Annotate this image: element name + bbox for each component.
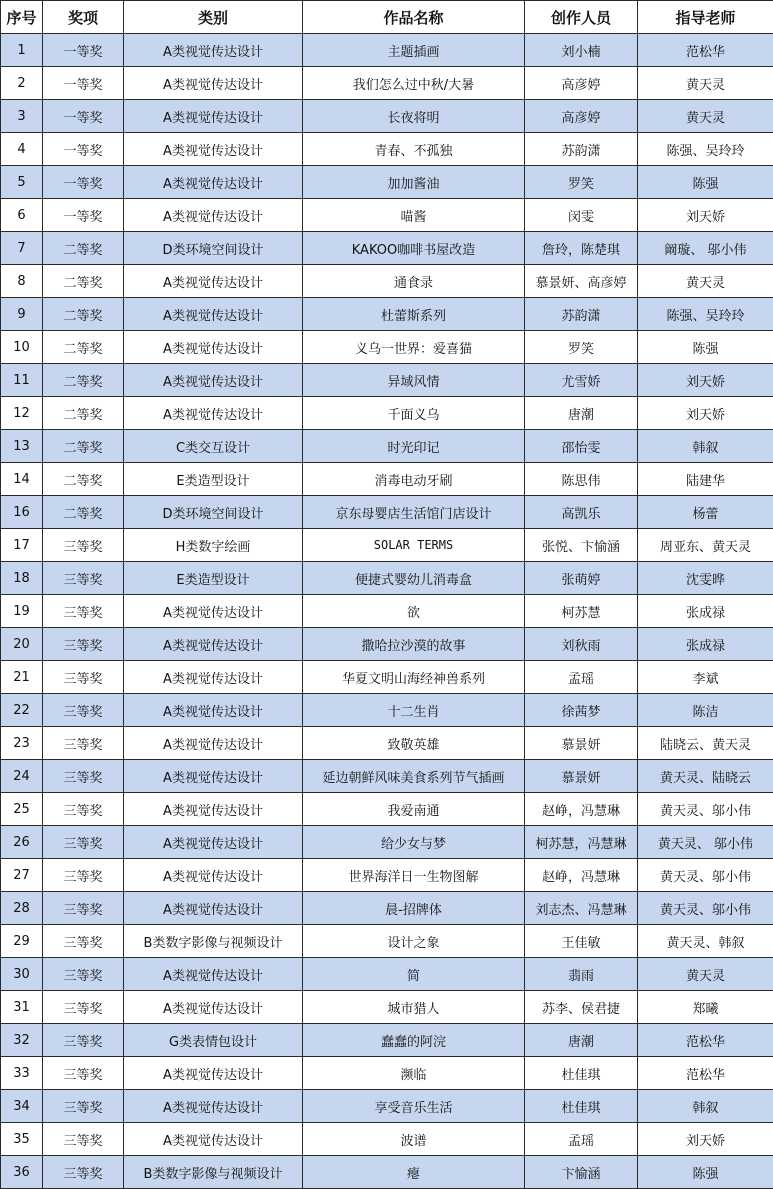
- table-row: [1, 1123, 773, 1156]
- cell-work-title: 喵酱: [303, 199, 525, 232]
- cell-category: A类视觉传达设计: [124, 199, 303, 232]
- cell-category: A类视觉传达设计: [124, 727, 303, 760]
- cell-creators: 杜佳琪: [525, 1057, 638, 1090]
- cell-advisors: 黄天灵: [638, 100, 773, 133]
- cell-index: 7: [1, 232, 43, 265]
- cell-award: 三等奖: [43, 727, 124, 760]
- table-row: [1, 199, 773, 232]
- cell-index: 4: [1, 133, 43, 166]
- cell-advisors: 范松华: [638, 1024, 773, 1057]
- cell-advisors: 陈洁: [638, 694, 773, 727]
- cell-creators: 尤雪娇: [525, 364, 638, 397]
- cell-index: 10: [1, 331, 43, 364]
- cell-advisors: 陈强: [638, 331, 773, 364]
- cell-award: 二等奖: [43, 397, 124, 430]
- cell-creators: 苏韵潇: [525, 298, 638, 331]
- table-row: [1, 430, 773, 463]
- cell-creators: 张萌婷: [525, 562, 638, 595]
- header-award: 奖项: [43, 1, 124, 34]
- cell-advisors: 陆晓云、黄天灵: [638, 727, 773, 760]
- table-row: [1, 331, 773, 364]
- cell-award: 三等奖: [43, 1123, 124, 1156]
- cell-work-title: 享受音乐生活: [303, 1090, 525, 1123]
- cell-award: 三等奖: [43, 1024, 124, 1057]
- cell-creators: 邵怡雯: [525, 430, 638, 463]
- cell-advisors: 黄天灵: [638, 265, 773, 298]
- cell-category: A类视觉传达设计: [124, 364, 303, 397]
- cell-award: 二等奖: [43, 496, 124, 529]
- cell-advisors: 范松华: [638, 34, 773, 67]
- cell-index: 21: [1, 661, 43, 694]
- cell-advisors: 黄天灵、邬小伟: [638, 859, 773, 892]
- cell-creators: 唐潮: [525, 1024, 638, 1057]
- cell-award: 三等奖: [43, 661, 124, 694]
- cell-work-title: KAKOO咖啡书屋改造: [303, 232, 525, 265]
- cell-award: 三等奖: [43, 826, 124, 859]
- cell-work-title: SOLAR TERMS: [303, 529, 525, 562]
- cell-work-title: 我爱南通: [303, 793, 525, 826]
- cell-category: A类视觉传达设计: [124, 1123, 303, 1156]
- cell-category: A类视觉传达设计: [124, 661, 303, 694]
- cell-category: D类环境空间设计: [124, 496, 303, 529]
- cell-category: E类造型设计: [124, 562, 303, 595]
- cell-work-title: 濒临: [303, 1057, 525, 1090]
- cell-category: G类表情包设计: [124, 1024, 303, 1057]
- cell-category: A类视觉传达设计: [124, 1057, 303, 1090]
- cell-creators: 刘秋雨: [525, 628, 638, 661]
- cell-work-title: 通食录: [303, 265, 525, 298]
- table-row: [1, 364, 773, 397]
- cell-category: A类视觉传达设计: [124, 166, 303, 199]
- table-row: [1, 760, 773, 793]
- cell-creators: 詹玲，陈楚琪: [525, 232, 638, 265]
- cell-award: 一等奖: [43, 199, 124, 232]
- cell-work-title: 撒哈拉沙漠的故事: [303, 628, 525, 661]
- cell-index: 13: [1, 430, 43, 463]
- table-row: [1, 1024, 773, 1057]
- cell-work-title: 波谱: [303, 1123, 525, 1156]
- cell-index: 24: [1, 760, 43, 793]
- cell-award: 三等奖: [43, 562, 124, 595]
- cell-work-title: 千面义乌: [303, 397, 525, 430]
- cell-index: 34: [1, 1090, 43, 1123]
- table-row: [1, 661, 773, 694]
- cell-advisors: 黄天灵: [638, 958, 773, 991]
- cell-category: D类环境空间设计: [124, 232, 303, 265]
- cell-index: 31: [1, 991, 43, 1024]
- header-advisors: 指导老师: [638, 1, 773, 34]
- cell-creators: 罗笑: [525, 166, 638, 199]
- cell-category: A类视觉传达设计: [124, 859, 303, 892]
- cell-work-title: 杜蕾斯系列: [303, 298, 525, 331]
- cell-work-title: 致敬英雄: [303, 727, 525, 760]
- cell-category: A类视觉传达设计: [124, 100, 303, 133]
- cell-category: A类视觉传达设计: [124, 34, 303, 67]
- cell-award: 三等奖: [43, 991, 124, 1024]
- cell-category: A类视觉传达设计: [124, 628, 303, 661]
- cell-index: 12: [1, 397, 43, 430]
- table-row: [1, 100, 773, 133]
- cell-award: 一等奖: [43, 34, 124, 67]
- cell-advisors: 范松华: [638, 1057, 773, 1090]
- cell-creators: 苏李、侯君捷: [525, 991, 638, 1024]
- cell-creators: 罗笑: [525, 331, 638, 364]
- cell-award: 三等奖: [43, 1090, 124, 1123]
- cell-index: 3: [1, 100, 43, 133]
- cell-work-title: 设计之象: [303, 925, 525, 958]
- cell-work-title: 京东母婴店生活馆门店设计: [303, 496, 525, 529]
- cell-award: 三等奖: [43, 1156, 124, 1189]
- cell-work-title: 青春、不孤独: [303, 133, 525, 166]
- cell-award: 二等奖: [43, 298, 124, 331]
- cell-advisors: 郑曦: [638, 991, 773, 1024]
- cell-work-title: 我们怎么过中秋/大暑: [303, 67, 525, 100]
- cell-category: A类视觉传达设计: [124, 1090, 303, 1123]
- cell-index: 35: [1, 1123, 43, 1156]
- cell-index: 33: [1, 1057, 43, 1090]
- table-row: [1, 232, 773, 265]
- cell-advisors: 韩叙: [638, 430, 773, 463]
- header-work-title: 作品名称: [303, 1, 525, 34]
- table-row: [1, 595, 773, 628]
- cell-index: 1: [1, 34, 43, 67]
- cell-index: 19: [1, 595, 43, 628]
- cell-category: A类视觉传达设计: [124, 397, 303, 430]
- cell-work-title: 瘪: [303, 1156, 525, 1189]
- cell-creators: 高凯乐: [525, 496, 638, 529]
- cell-work-title: 世界海洋日一生物图解: [303, 859, 525, 892]
- cell-index: 20: [1, 628, 43, 661]
- cell-creators: 赵峥，冯慧琳: [525, 859, 638, 892]
- cell-advisors: 黄天灵、陆晓云: [638, 760, 773, 793]
- cell-index: 30: [1, 958, 43, 991]
- table-row: [1, 265, 773, 298]
- cell-work-title: 华夏文明山海经神兽系列: [303, 661, 525, 694]
- cell-category: B类数字影像与视频设计: [124, 925, 303, 958]
- header-creators: 创作人员: [525, 1, 638, 34]
- cell-advisors: 陈强: [638, 1156, 773, 1189]
- cell-creators: 刘志杰、冯慧琳: [525, 892, 638, 925]
- table-row: [1, 793, 773, 826]
- cell-index: 5: [1, 166, 43, 199]
- cell-category: C类交互设计: [124, 430, 303, 463]
- cell-award: 三等奖: [43, 529, 124, 562]
- cell-advisors: 阚璇、 邬小伟: [638, 232, 773, 265]
- cell-category: A类视觉传达设计: [124, 694, 303, 727]
- cell-creators: 王佳敏: [525, 925, 638, 958]
- cell-index: 36: [1, 1156, 43, 1189]
- cell-index: 29: [1, 925, 43, 958]
- cell-creators: 孟瑶: [525, 661, 638, 694]
- table-row: [1, 298, 773, 331]
- cell-creators: 唐潮: [525, 397, 638, 430]
- cell-creators: 赵峥，冯慧琳: [525, 793, 638, 826]
- cell-advisors: 杨蕾: [638, 496, 773, 529]
- cell-award: 一等奖: [43, 133, 124, 166]
- table-row: [1, 991, 773, 1024]
- cell-creators: 慕景妍、高彦婷: [525, 265, 638, 298]
- table-row: [1, 463, 773, 496]
- cell-creators: 柯苏慧，冯慧琳: [525, 826, 638, 859]
- cell-award: 二等奖: [43, 265, 124, 298]
- cell-award: 一等奖: [43, 100, 124, 133]
- cell-index: 28: [1, 892, 43, 925]
- cell-category: H类数字绘画: [124, 529, 303, 562]
- cell-creators: 徐茜梦: [525, 694, 638, 727]
- table-row: [1, 1057, 773, 1090]
- cell-advisors: 周亚东、黄天灵: [638, 529, 773, 562]
- cell-award: 二等奖: [43, 430, 124, 463]
- cell-index: 16: [1, 496, 43, 529]
- table-row: [1, 166, 773, 199]
- cell-work-title: 晨-招牌体: [303, 892, 525, 925]
- cell-index: 25: [1, 793, 43, 826]
- cell-category: A类视觉传达设计: [124, 793, 303, 826]
- cell-award: 二等奖: [43, 463, 124, 496]
- cell-creators: 翡雨: [525, 958, 638, 991]
- cell-award: 三等奖: [43, 595, 124, 628]
- table-row: [1, 529, 773, 562]
- cell-award: 三等奖: [43, 859, 124, 892]
- cell-work-title: 城市猎人: [303, 991, 525, 1024]
- cell-creators: 卞愉涵: [525, 1156, 638, 1189]
- cell-work-title: 延边朝鲜风味美食系列节气插画: [303, 760, 525, 793]
- cell-index: 2: [1, 67, 43, 100]
- cell-index: 9: [1, 298, 43, 331]
- cell-advisors: 沈雯晔: [638, 562, 773, 595]
- table-row: [1, 925, 773, 958]
- cell-award: 一等奖: [43, 166, 124, 199]
- table-row: [1, 397, 773, 430]
- cell-award: 三等奖: [43, 628, 124, 661]
- cell-work-title: 欲: [303, 595, 525, 628]
- cell-advisors: 韩叙: [638, 1090, 773, 1123]
- cell-award: 二等奖: [43, 232, 124, 265]
- cell-award: 二等奖: [43, 331, 124, 364]
- cell-award: 二等奖: [43, 364, 124, 397]
- cell-advisors: 张成禄: [638, 628, 773, 661]
- table-row: [1, 133, 773, 166]
- table-row: [1, 67, 773, 100]
- cell-work-title: 给少女与梦: [303, 826, 525, 859]
- cell-advisors: 陈强、吴玲玲: [638, 298, 773, 331]
- cell-creators: 高彦婷: [525, 67, 638, 100]
- cell-category: A类视觉传达设计: [124, 991, 303, 1024]
- cell-creators: 刘小楠: [525, 34, 638, 67]
- cell-advisors: 黄天灵、 邬小伟: [638, 826, 773, 859]
- cell-work-title: 十二生肖: [303, 694, 525, 727]
- cell-award: 三等奖: [43, 958, 124, 991]
- table-row: [1, 562, 773, 595]
- table-row: [1, 628, 773, 661]
- cell-creators: 高彦婷: [525, 100, 638, 133]
- cell-work-title: 主题插画: [303, 34, 525, 67]
- cell-advisors: 黄天灵、邬小伟: [638, 793, 773, 826]
- cell-advisors: 张成禄: [638, 595, 773, 628]
- header-index: 序号: [1, 1, 43, 34]
- header-category: 类别: [124, 1, 303, 34]
- table-row: [1, 1090, 773, 1123]
- cell-index: 32: [1, 1024, 43, 1057]
- cell-index: 8: [1, 265, 43, 298]
- table-row: [1, 826, 773, 859]
- cell-work-title: 简: [303, 958, 525, 991]
- table-row: [1, 1156, 773, 1189]
- cell-index: 22: [1, 694, 43, 727]
- cell-index: 26: [1, 826, 43, 859]
- cell-category: A类视觉传达设计: [124, 67, 303, 100]
- table-row: [1, 694, 773, 727]
- cell-creators: 苏韵潇: [525, 133, 638, 166]
- table-body: [1, 34, 773, 1189]
- cell-category: A类视觉传达设计: [124, 265, 303, 298]
- cell-creators: 杜佳琪: [525, 1090, 638, 1123]
- cell-advisors: 李斌: [638, 661, 773, 694]
- cell-category: A类视觉传达设计: [124, 958, 303, 991]
- cell-work-title: 消毒电动牙刷: [303, 463, 525, 496]
- cell-index: 27: [1, 859, 43, 892]
- cell-index: 14: [1, 463, 43, 496]
- cell-advisors: 刘天娇: [638, 199, 773, 232]
- cell-work-title: 义乌一世界：爱喜猫: [303, 331, 525, 364]
- cell-advisors: 黄天灵、韩叙: [638, 925, 773, 958]
- cell-advisors: 黄天灵: [638, 67, 773, 100]
- cell-award: 三等奖: [43, 925, 124, 958]
- cell-creators: 孟瑶: [525, 1123, 638, 1156]
- cell-category: A类视觉传达设计: [124, 331, 303, 364]
- cell-award: 三等奖: [43, 694, 124, 727]
- cell-creators: 柯苏慧: [525, 595, 638, 628]
- cell-index: 11: [1, 364, 43, 397]
- cell-work-title: 蠢蠢的阿浣: [303, 1024, 525, 1057]
- cell-creators: 慕景妍: [525, 727, 638, 760]
- cell-creators: 慕景妍: [525, 760, 638, 793]
- table-row: [1, 958, 773, 991]
- table-row: [1, 496, 773, 529]
- cell-award: 三等奖: [43, 760, 124, 793]
- table-row: [1, 892, 773, 925]
- table-row: [1, 727, 773, 760]
- cell-award: 三等奖: [43, 892, 124, 925]
- cell-creators: 张悦、卞愉涵: [525, 529, 638, 562]
- cell-award: 一等奖: [43, 67, 124, 100]
- table-row: [1, 34, 773, 67]
- cell-category: A类视觉传达设计: [124, 826, 303, 859]
- cell-index: 6: [1, 199, 43, 232]
- cell-category: A类视觉传达设计: [124, 760, 303, 793]
- cell-index: 23: [1, 727, 43, 760]
- cell-category: A类视觉传达设计: [124, 133, 303, 166]
- cell-work-title: 时光印记: [303, 430, 525, 463]
- cell-work-title: 便捷式婴幼儿消毒盒: [303, 562, 525, 595]
- cell-category: A类视觉传达设计: [124, 298, 303, 331]
- cell-work-title: 加加酱油: [303, 166, 525, 199]
- table-row: [1, 859, 773, 892]
- cell-work-title: 异域风情: [303, 364, 525, 397]
- cell-award: 三等奖: [43, 793, 124, 826]
- cell-category: E类造型设计: [124, 463, 303, 496]
- cell-category: A类视觉传达设计: [124, 892, 303, 925]
- cell-advisors: 黄天灵、邬小伟: [638, 892, 773, 925]
- cell-category: B类数字影像与视频设计: [124, 1156, 303, 1189]
- cell-advisors: 刘天娇: [638, 397, 773, 430]
- cell-award: 三等奖: [43, 1057, 124, 1090]
- cell-index: 17: [1, 529, 43, 562]
- cell-category: A类视觉传达设计: [124, 595, 303, 628]
- cell-advisors: 刘天娇: [638, 364, 773, 397]
- cell-creators: 陈思伟: [525, 463, 638, 496]
- cell-advisors: 陈强: [638, 166, 773, 199]
- cell-advisors: 陈强、吴玲玲: [638, 133, 773, 166]
- cell-work-title: 长夜将明: [303, 100, 525, 133]
- header-row: [1, 1, 773, 34]
- cell-index: 18: [1, 562, 43, 595]
- cell-creators: 闵雯: [525, 199, 638, 232]
- cell-advisors: 刘天娇: [638, 1123, 773, 1156]
- cell-advisors: 陆建华: [638, 463, 773, 496]
